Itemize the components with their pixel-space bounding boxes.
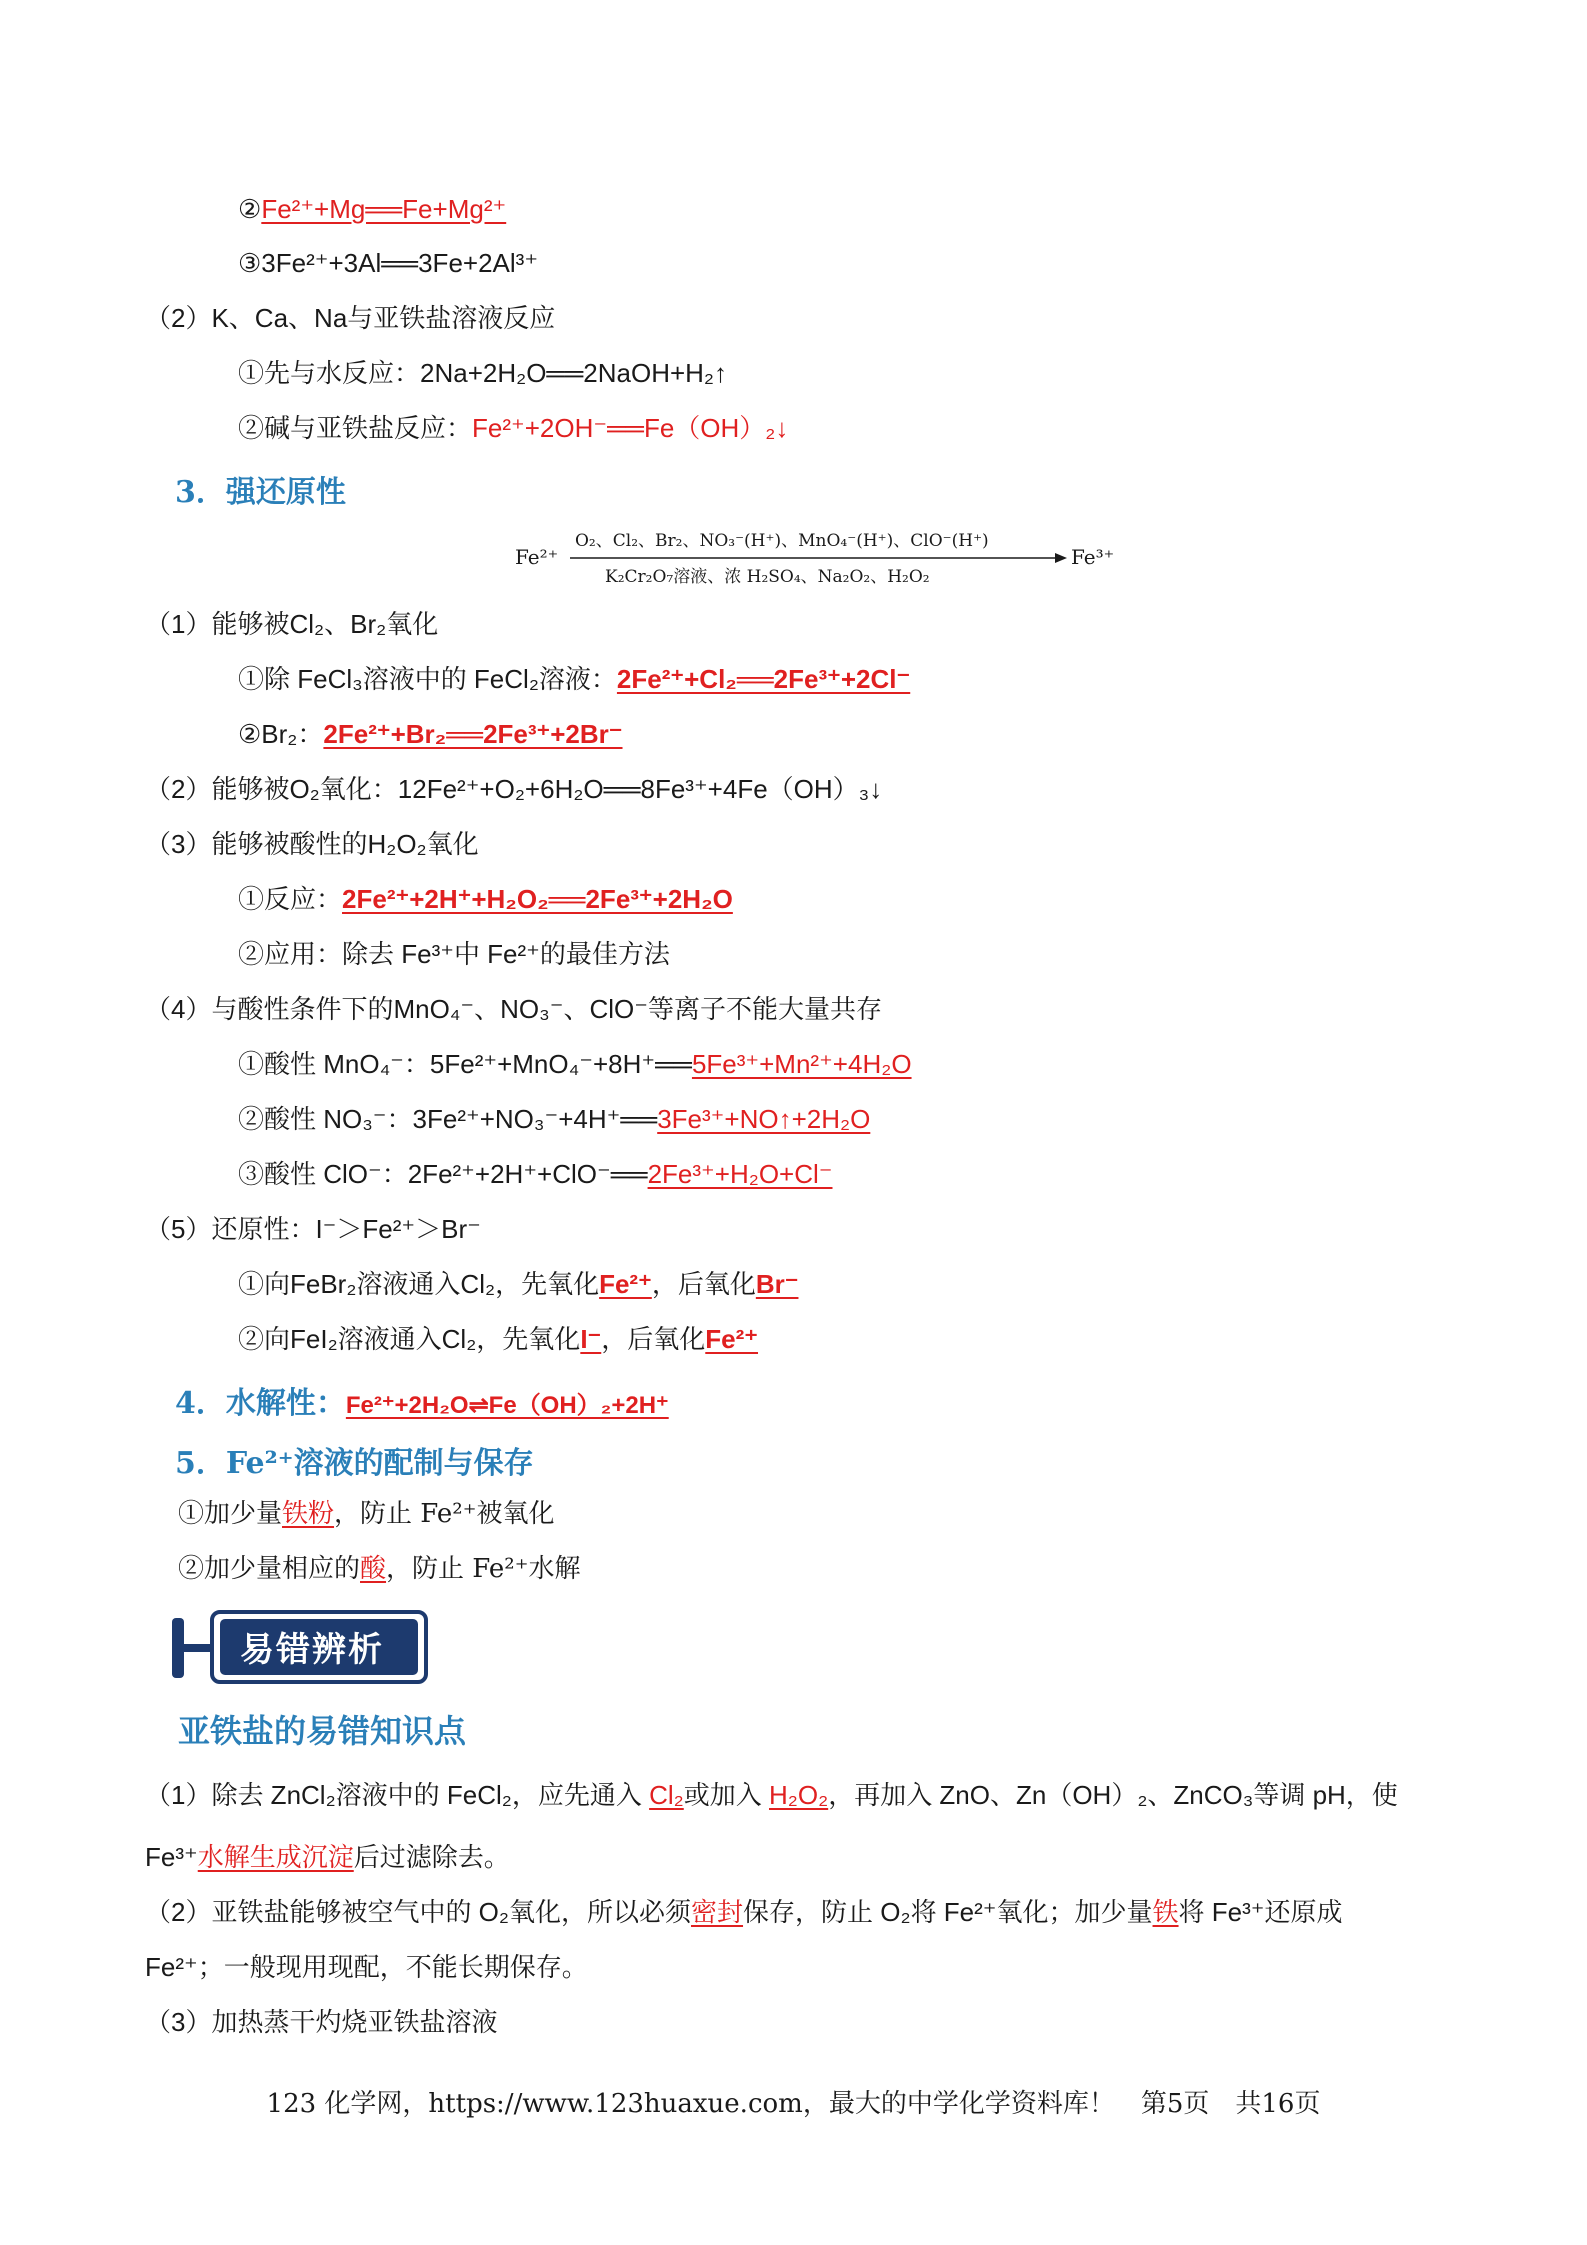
heading-reducing: 3．强还原性 — [175, 475, 346, 510]
oxidation-diagram — [515, 522, 1115, 592]
s3-t4a — [238, 1047, 912, 1081]
s5-b-pre: ②加少量相应的 — [178, 1554, 361, 1584]
answer-clo: 2Fe³⁺+H₂O+Cl⁻ — [647, 1159, 833, 1189]
s3-t4c — [238, 1157, 833, 1191]
s3-t3: （3）能够被酸性的H₂O₂氧化 — [145, 829, 479, 859]
answer-p2-seal: 密封 — [691, 1897, 744, 1927]
answer-mno4: 5Fe³⁺+Mn²⁺+4H₂O — [691, 1049, 912, 1079]
answer-febr2-second: Br⁻ — [755, 1269, 799, 1299]
error-p1-d: Fe³⁺ — [145, 1842, 198, 1872]
s3-t5a-pre: ①向FeBr₂溶液通入Cl₂，先氧化 — [238, 1269, 600, 1299]
answer-fei2-first: I⁻ — [580, 1324, 602, 1354]
s3-t5b-pre: ②向FeI₂溶液通入Cl₂，先氧化 — [238, 1324, 581, 1354]
error-p1-cont — [145, 1840, 1445, 1874]
s3-t1a-label: ①除 FeCl₃溶液中的 FeCl₂溶液： — [238, 664, 617, 694]
error-p1 — [145, 1778, 1445, 1812]
page-footer: 123 化学网，https://www.123huaxue.com，最大的中学化学资料库！ 第5页 共16页 — [266, 2089, 1321, 2119]
line-na-water: ①先与水反应：2Na+2H₂O══2NaOH+H₂↑ — [238, 358, 728, 388]
error-p2-a: （2）亚铁盐能够被空气中的 O₂氧化，所以必须 — [145, 1897, 692, 1927]
s5-b-post: ，防止 Fe²⁺水解 — [386, 1554, 581, 1584]
answer-p1-h2o2: H₂O₂ — [769, 1780, 829, 1810]
s3-t4: （4）与酸性条件下的MnO₄⁻、NO₃⁻、ClO⁻等离子不能大量共存 — [145, 994, 882, 1024]
s5-a-post: ，防止 Fe²⁺被氧化 — [334, 1499, 555, 1529]
answer-p1-hydrolysis: 水解生成沉淀 — [197, 1842, 354, 1872]
answer-p2-iron: 铁 — [1152, 1897, 1179, 1927]
subheading-errors: 亚铁盐的易错知识点 — [178, 1712, 467, 1750]
s3-t4a-label: ①酸性 MnO₄⁻：5Fe²⁺+MnO₄⁻+8H⁺══ — [238, 1049, 692, 1079]
s3-t3a-label: ①反应： — [238, 884, 343, 914]
s3-t4b-label: ②酸性 NO₃⁻：3Fe²⁺+NO₃⁻+4H⁺══ — [238, 1104, 658, 1134]
s3-t4c-label: ③酸性 ClO⁻：2Fe²⁺+2H⁺+ClO⁻══ — [238, 1159, 648, 1189]
s3-t3b: ②应用：除去 Fe³⁺中 Fe²⁺的最佳方法 — [238, 939, 670, 969]
s3-t1b-label: ②Br₂： — [238, 719, 324, 749]
answer-febr2-first: Fe²⁺ — [599, 1269, 652, 1299]
s3-t2: （2）能够被O₂氧化：12Fe²⁺+O₂+6H₂O══8Fe³⁺+4Fe（OH）₃↓ — [145, 774, 883, 804]
answer-h2o2: 2Fe²⁺+2H⁺+H₂O₂══2Fe³⁺+2H₂O — [342, 884, 733, 914]
banner-text: 易错辨析 — [240, 1630, 384, 1670]
diagram-top: O₂、Cl₂、Br₂、NO₃⁻(H⁺)、MnO₄⁻(H⁺)、ClO⁻(H⁺) — [575, 531, 989, 551]
heading-storage: 5．Fe²⁺溶液的配制与保存 — [175, 1446, 534, 1481]
answer-mg: Fe²⁺+Mg══Fe+Mg²⁺ — [261, 194, 507, 224]
heading-hydrolysis-label: 4．水解性： — [175, 1386, 346, 1421]
answer-base: Fe²⁺+2OH⁻══Fe（OH）₂↓ — [472, 413, 789, 443]
s3-t1: （1）能够被Cl₂、Br₂氧化 — [145, 609, 439, 639]
s3-t5b — [238, 1322, 758, 1356]
s5-b — [178, 1552, 580, 1586]
diagram-right: Fe³⁺ — [1071, 545, 1115, 569]
s3-t5: （5）还原性：I⁻＞Fe²⁺＞Br⁻ — [145, 1214, 481, 1244]
s5-a — [178, 1497, 554, 1531]
line-base-label: ②碱与亚铁盐反应： — [238, 413, 473, 443]
answer-no3: 3Fe³⁺+NO↑+2H₂O — [657, 1104, 871, 1134]
line-mg — [238, 192, 506, 226]
s3-t5b-mid: ，后氧化 — [601, 1324, 706, 1354]
line-base — [238, 411, 788, 445]
error-p1-b: 或加入 — [683, 1780, 769, 1810]
error-p2-c: 将 Fe³⁺还原成 — [1178, 1897, 1343, 1927]
answer-hydrolysis: Fe²⁺+2H₂O⇌Fe（OH）₂+2H⁺ — [345, 1392, 669, 1419]
s3-t1a — [238, 662, 910, 696]
heading-hydrolysis — [175, 1378, 669, 1422]
answer-fei2-second: Fe²⁺ — [705, 1324, 759, 1354]
answer-iron-powder: 铁粉 — [282, 1499, 335, 1529]
s3-t5a — [238, 1267, 798, 1301]
answer-p1-cl2: Cl₂ — [649, 1780, 684, 1810]
s5-a-pre: ①加少量 — [178, 1499, 283, 1529]
diagram-left: Fe²⁺ — [515, 545, 559, 569]
s3-t3a — [238, 882, 733, 916]
line-mg-num: ② — [238, 194, 262, 224]
error-p1-a: （1）除去 ZnCl₂溶液中的 FeCl₂，应先通入 — [145, 1780, 650, 1810]
s3-t1b — [238, 717, 623, 751]
error-p1-e: 后过滤除去。 — [353, 1842, 510, 1872]
error-p2-b: 保存，防止 O₂将 Fe²⁺氧化；加少量 — [743, 1897, 1153, 1927]
section2-title: （2）K、Ca、Na与亚铁盐溶液反应 — [145, 303, 556, 333]
s3-t4b — [238, 1102, 870, 1136]
error-p2 — [145, 1895, 1445, 1929]
s3-t5a-mid: ，后氧化 — [651, 1269, 756, 1299]
diagram-arrow-head — [1055, 553, 1067, 563]
answer-br2: 2Fe²⁺+Br₂══2Fe³⁺+2Br⁻ — [323, 719, 623, 749]
error-p3: （3）加热蒸干灼烧亚铁盐溶液 — [145, 2007, 498, 2037]
error-p1-c: ，再加入 ZnO、Zn（OH）₂、ZnCO₃等调 pH，使 — [828, 1780, 1398, 1810]
banner-left-bar — [172, 1618, 184, 1678]
error-p2-cont: Fe²⁺；一般现用现配，不能长期保存。 — [145, 1952, 588, 1982]
diagram-bottom: K₂Cr₂O₇溶液、浓 H₂SO₄、Na₂O₂、H₂O₂ — [605, 567, 930, 587]
line-al: ③3Fe²⁺+3Al══3Fe+2Al³⁺ — [238, 248, 539, 278]
answer-acid: 酸 — [360, 1554, 387, 1584]
answer-cl2: 2Fe²⁺+Cl₂══2Fe³⁺+2Cl⁻ — [616, 664, 911, 694]
